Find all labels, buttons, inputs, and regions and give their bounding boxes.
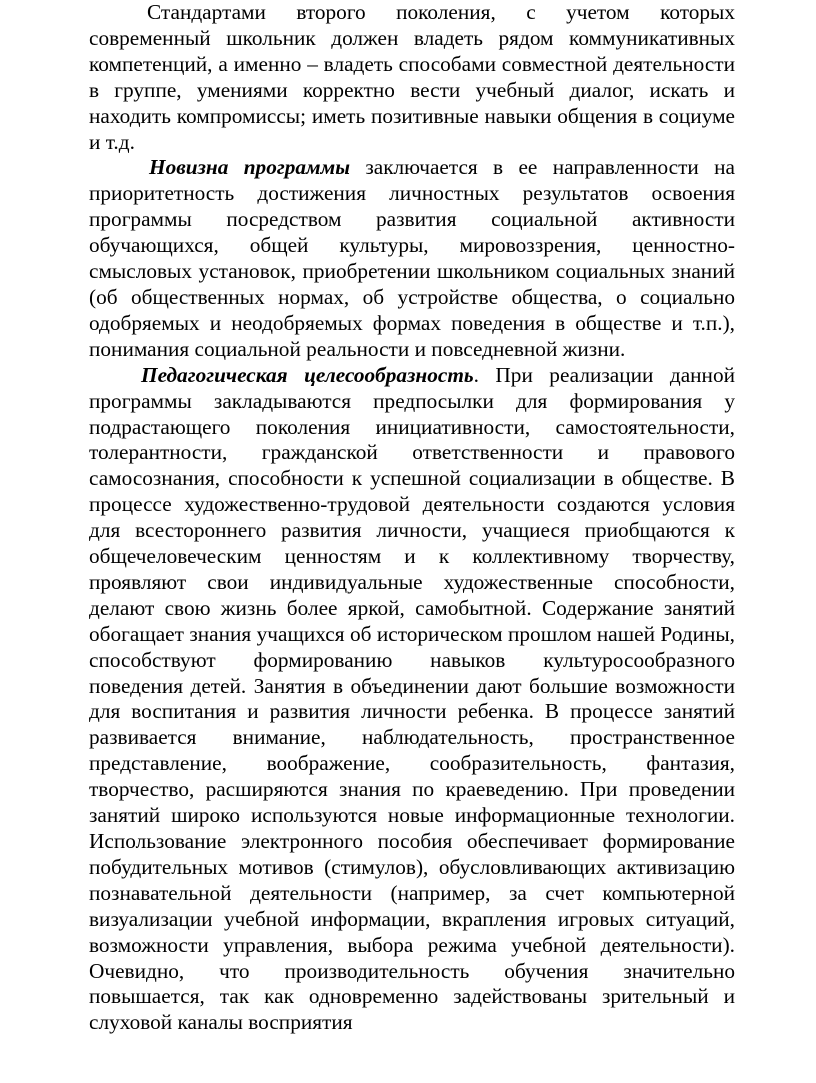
novelty-heading: Новизна программы bbox=[149, 155, 350, 180]
paragraph-pedagogical bbox=[89, 363, 735, 1037]
paragraph-standards-text: Стандартами второго поколения, с учетом которых современный школьник должен владеть рядом коммуникативных компетенций, а именно – владеть способами совместной деятельности в группе, умениями корректно вести учебный диалог, искать и находить компромиссы; иметь позитивные навыки общения в социуме и т.д. bbox=[89, 0, 735, 154]
paragraph-novelty-text: заключается в ее направленности на приоритетность достижения личностных результатов освоения программы посредством развития социальной активности обучающихся, общей культуры, мировоззрения, ценностно-смысловых установок, приобретении школьником социальных знаний (об общественных нормах, об устройстве общества, о социально одобряемых и неодобряемых формах поведения в обществе и т.п.), понимания социальной реальности и повседневной жизни. bbox=[89, 155, 735, 361]
paragraph-pedagogical-text: . При реализации данной программы закладываются предпосылки для формирования у подрастающего поколения инициативности, самостоятельности, толерантности, гражданской ответственности и правового самосознания, способности к успешной социализации в обществе. В процессе художественно-трудовой деятельности создаются условия для всестороннего развития личности, учащиеся приобщаются к общечеловеческим ценностям и к коллективному творчеству, проявляют свои индивидуальные художественные способности, делают свою жизнь более яркой, самобытной. Содержание занятий обогащает знания учащихся об историческом прошлом нашей Родины, способствуют формированию навыков культуросообразного поведения детей. Занятия в объединении дают большие возможности для воспитания и развития личности ребенка. В процессе занятий развивается внимание, наблюдательность, пространственное представление, воображение, сообразительность, фантазия, творчество, расширяются знания по краеведению. При проведении занятий широко используются новые информационные технологии. Использование электронного пособия обеспечивает формирование побудительных мотивов (стимулов), обусловливающих активизацию познавательной деятельности (например, за счет компьютерной визуализации учебной информации, вкрапления игровых ситуаций, возможности управления, выбора режима учебной деятельности). Очевидно, что производительность обучения значительно повышается, так как одновременно задействованы зрительный и слуховой каналы восприятия bbox=[89, 362, 735, 1035]
pedagogical-heading: Педагогическая целесообразность bbox=[141, 362, 474, 387]
paragraph-standards bbox=[89, 0, 735, 155]
paragraph-novelty bbox=[89, 155, 735, 362]
document-page bbox=[89, 0, 735, 1036]
